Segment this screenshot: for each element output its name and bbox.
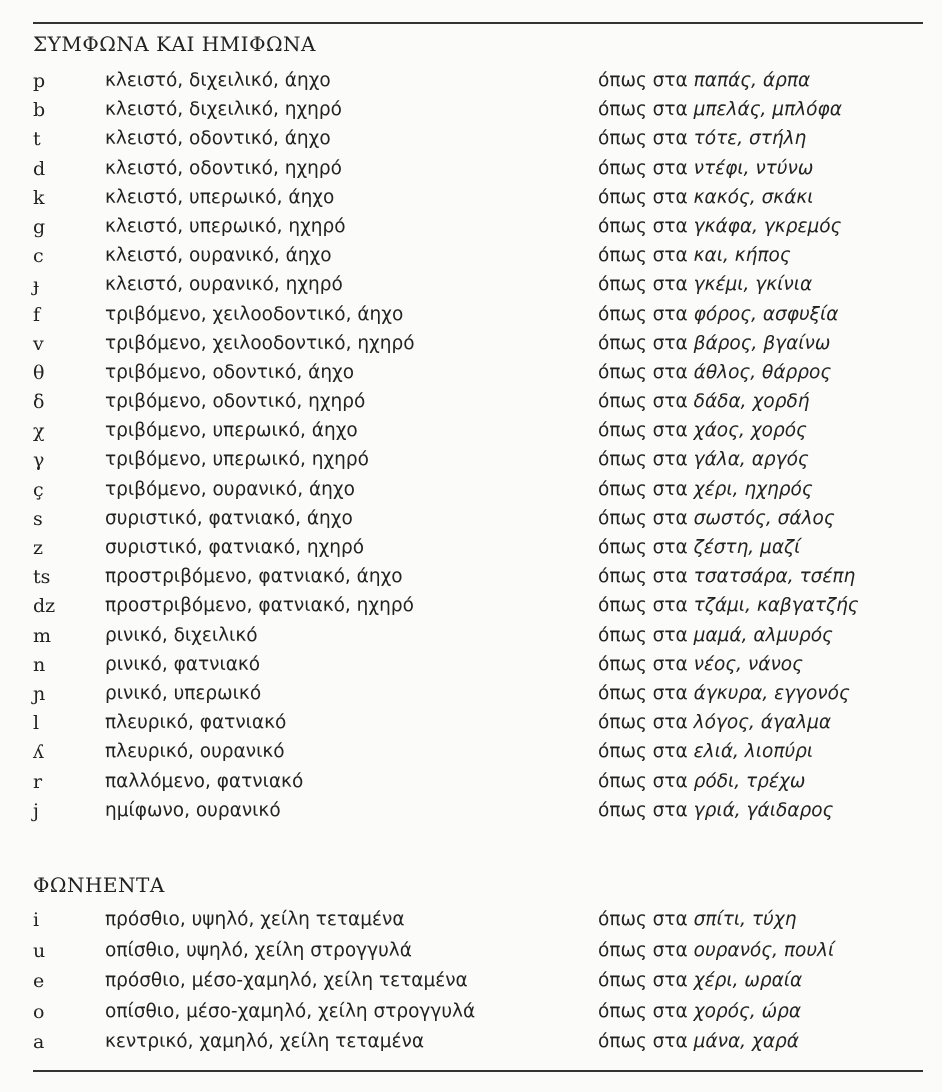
example-lead: όπως στα: [598, 361, 688, 383]
example-list: χέρι, ωραία: [693, 970, 803, 991]
example-lead: όπως στα: [598, 274, 688, 296]
example-words: [598, 537, 800, 558]
phonetic-symbol: j: [33, 799, 39, 822]
example-lead: όπως στα: [598, 537, 688, 558]
phonetic-symbol: dz: [33, 595, 56, 618]
example-list: φόρος, ασφυξία: [693, 303, 839, 325]
example-words: [598, 940, 834, 961]
sound-description: ρινικό, φατνιακό: [105, 653, 261, 675]
phonetic-symbol: z: [33, 537, 44, 559]
sound-description: πρόσθιο, μέσο-χαμηλό, χείλη τεταμένα: [105, 970, 468, 991]
table-row: [0, 566, 942, 595]
example-words: [598, 391, 809, 412]
phonetic-symbol: n: [33, 653, 46, 676]
sound-description: οπίσθιο, υψηλό, χείλη στρογγυλά: [105, 939, 412, 961]
example-words: [598, 274, 812, 295]
phonetic-symbol: θ: [33, 361, 45, 384]
example-list: μπελάς, μπλόφα: [693, 99, 842, 121]
example-list: γκάφα, γκρεμός: [693, 215, 842, 237]
phonetic-symbol: m: [33, 624, 52, 647]
example-lead: όπως στα: [598, 128, 688, 150]
example-list: άθλος, θάρρος: [693, 361, 832, 383]
table-row: [0, 508, 942, 537]
example-words: [598, 909, 796, 930]
table-row: [0, 158, 942, 187]
example-words: [598, 741, 813, 762]
example-words: [598, 566, 855, 587]
example-list: παπάς, άρπα: [693, 70, 811, 91]
sound-description: τριβόμενο, οδοντικό, άηχο: [105, 361, 355, 383]
example-list: χορός, ώρα: [693, 1000, 802, 1022]
example-words: [598, 245, 791, 266]
phonetic-symbol: b: [33, 99, 46, 122]
phonetic-symbol: ç: [33, 478, 44, 501]
table-row: [0, 537, 942, 566]
table-row: [0, 99, 942, 128]
phonetic-symbol: l: [33, 712, 40, 735]
vowels-table: [0, 909, 942, 1062]
example-lead: όπως στα: [598, 653, 688, 675]
sound-description: τριβόμενο, υπερωικό, ηχηρό: [105, 449, 369, 471]
example-list: μαμά, αλμυρός: [693, 624, 833, 646]
sound-description: τριβόμενο, χειλοοδοντικό, άηχο: [105, 303, 404, 325]
sound-description: προστριβόμενο, φατνιακό, άηχο: [105, 566, 403, 588]
table-row: [0, 595, 942, 624]
table-row: [0, 712, 942, 741]
example-lead: όπως στα: [598, 303, 688, 325]
example-list: ελιά, λιοπύρι: [693, 741, 814, 763]
phonetic-symbol: f: [33, 303, 41, 326]
example-words: [598, 508, 835, 529]
table-row: [0, 187, 942, 216]
phonetic-symbol: γ: [33, 449, 45, 472]
example-words: [598, 654, 803, 675]
example-list: κακός, σκάκι: [693, 186, 814, 208]
table-row: [0, 391, 942, 420]
sound-description: προστριβόμενο, φατνιακό, ηχηρό: [105, 595, 414, 617]
example-list: τζάμι, καβγατζής: [693, 595, 859, 617]
table-row: [0, 362, 942, 391]
example-list: τότε, στήλη: [693, 128, 807, 150]
sound-description: τριβόμενο, χειλοοδοντικό, ηχηρό: [105, 332, 415, 354]
example-lead: όπως στα: [598, 566, 688, 588]
example-words: [598, 771, 805, 792]
vowels-heading: ΦΩΝΗΕΝΤΑ: [33, 873, 165, 897]
example-words: [598, 800, 833, 821]
table-row: [0, 940, 942, 971]
phonetic-symbol: ɟ: [33, 274, 39, 297]
sound-description: συριστικό, φατνιακό, ηχηρό: [105, 537, 365, 558]
example-words: [598, 683, 850, 704]
consonants-heading: ΣΥΜΦΩΝΑ ΚΑΙ ΗΜΙΦΩΝΑ: [33, 32, 316, 56]
sound-description: παλλόμενο, φατνιακό: [105, 770, 304, 792]
example-lead: όπως στα: [598, 712, 688, 734]
example-lead: όπως στα: [598, 970, 688, 991]
example-lead: όπως στα: [598, 157, 688, 179]
example-lead: όπως στα: [598, 478, 688, 500]
example-list: γάλα, αργός: [693, 449, 809, 471]
sound-description: τριβόμενο, ουρανικό, άηχο: [105, 478, 355, 500]
example-list: λόγος, άγαλμα: [693, 712, 832, 734]
example-list: μάνα, χαρά: [693, 1031, 799, 1052]
table-row: [0, 683, 942, 712]
example-words: [598, 970, 802, 991]
sound-description: κλειστό, οδοντικό, ηχηρό: [105, 157, 342, 179]
example-words: [598, 1031, 799, 1052]
example-lead: όπως στα: [598, 770, 688, 792]
example-list: ντέφι, ντύνω: [693, 157, 814, 179]
example-lead: όπως στα: [598, 624, 688, 646]
example-list: τσατσάρα, τσέπη: [693, 566, 856, 588]
example-list: χάος, χορός: [693, 420, 807, 442]
table-row: [0, 304, 942, 333]
table-row: [0, 128, 942, 157]
example-words: [598, 625, 833, 646]
sound-description: οπίσθιο, μέσο-χαμηλό, χείλη στρογγυλά: [105, 1000, 476, 1022]
table-row: [0, 741, 942, 770]
example-words: [598, 158, 813, 179]
sound-description: κλειστό, διχειλικό, ηχηρό: [105, 99, 342, 121]
table-row: [0, 909, 942, 940]
phonetic-symbol: u: [33, 939, 46, 962]
phonetic-symbol: c: [33, 245, 44, 268]
table-row: [0, 800, 942, 829]
table-row: [0, 1031, 942, 1062]
example-words: [598, 187, 814, 208]
bottom-rule: [33, 1070, 923, 1072]
table-row: [0, 625, 942, 654]
example-lead: όπως στα: [598, 70, 688, 91]
phonetic-symbol: s: [33, 507, 43, 530]
table-row: [0, 654, 942, 683]
phonetic-symbol: e: [33, 970, 45, 992]
sound-description: ημίφωνο, ουρανικό: [105, 799, 281, 821]
phonetic-symbol: d: [33, 157, 46, 180]
table-row: [0, 70, 942, 99]
example-words: [598, 216, 841, 237]
table-row: [0, 970, 942, 1001]
example-lead: όπως στα: [598, 909, 688, 930]
example-list: νέος, νάνος: [693, 653, 803, 675]
example-words: [598, 479, 813, 500]
example-list: άγκυρα, εγγονός: [693, 682, 850, 704]
phonetic-symbol: ɲ: [33, 682, 46, 705]
phonetic-symbol: ts: [33, 566, 51, 589]
example-words: [598, 449, 809, 470]
sound-description: κλειστό, ουρανικό, ηχηρό: [105, 274, 343, 296]
phonetic-symbol: a: [33, 1031, 45, 1053]
example-lead: όπως στα: [598, 391, 688, 413]
phonetic-symbol: δ: [33, 391, 45, 414]
example-words: [598, 99, 842, 120]
phonetic-symbol: k: [33, 186, 45, 209]
sound-description: ρινικό, διχειλικό: [105, 624, 258, 646]
sound-description: τριβόμενο, υπερωικό, άηχο: [105, 420, 358, 442]
sound-description: συριστικό, φατνιακό, άηχο: [105, 507, 353, 529]
table-row: [0, 449, 942, 478]
table-row: [0, 1001, 942, 1032]
example-lead: όπως στα: [598, 99, 688, 121]
example-lead: όπως στα: [598, 595, 688, 617]
example-words: [598, 595, 859, 616]
sound-description: τριβόμενο, οδοντικό, ηχηρό: [105, 391, 366, 413]
example-list: γριά, γάιδαρος: [693, 799, 834, 821]
example-lead: όπως στα: [598, 507, 688, 529]
example-lead: όπως στα: [598, 799, 688, 821]
example-list: βάρος, βγαίνω: [693, 332, 831, 354]
sound-description: κλειστό, υπερωικό, ηχηρό: [105, 215, 346, 237]
example-lead: όπως στα: [598, 420, 688, 442]
example-lead: όπως στα: [598, 215, 688, 237]
example-words: [598, 420, 807, 441]
phonetic-symbol: ʎ: [33, 741, 44, 764]
sound-description: κεντρικό, χαμηλό, χείλη τεταμένα: [105, 1031, 425, 1052]
phonetic-symbol: g: [33, 215, 46, 238]
table-row: [0, 245, 942, 274]
table-row: [0, 420, 942, 449]
sound-description: πλευρικό, φατνιακό: [105, 712, 287, 734]
consonants-table: [0, 70, 942, 829]
sound-description: κλειστό, ουρανικό, άηχο: [105, 245, 332, 267]
example-lead: όπως στα: [598, 245, 688, 267]
example-list: ουρανός, πουλί: [693, 939, 835, 961]
example-list: δάδα, χορδή: [693, 391, 810, 413]
example-words: [598, 304, 838, 325]
top-rule: [33, 22, 923, 24]
example-words: [598, 333, 830, 354]
example-list: γκέμι, γκίνια: [693, 274, 813, 296]
table-row: [0, 216, 942, 245]
phonetic-symbol: r: [33, 770, 43, 793]
example-lead: όπως στα: [598, 682, 688, 704]
example-lead: όπως στα: [598, 332, 688, 354]
sound-description: πλευρικό, ουρανικό: [105, 741, 285, 763]
example-lead: όπως στα: [598, 1031, 688, 1052]
phonetic-symbol: v: [33, 332, 44, 355]
example-list: ζέστη, μαζί: [693, 537, 801, 558]
phonetic-symbol: o: [33, 1000, 45, 1023]
example-list: σωστός, σάλος: [693, 507, 835, 529]
example-words: [598, 712, 831, 733]
sound-description: πρόσθιο, υψηλό, χείλη τεταμένα: [105, 909, 405, 930]
example-list: ρόδι, τρέχω: [693, 770, 806, 792]
example-lead: όπως στα: [598, 186, 688, 208]
example-words: [598, 70, 810, 91]
table-row: [0, 771, 942, 800]
table-row: [0, 479, 942, 508]
sound-description: ρινικό, υπερωικό: [105, 682, 262, 704]
example-lead: όπως στα: [598, 741, 688, 763]
sound-description: κλειστό, διχειλικό, άηχο: [105, 70, 331, 91]
phonetic-symbol: t: [33, 128, 41, 151]
example-words: [598, 362, 831, 383]
sound-description: κλειστό, υπερωικό, άηχο: [105, 186, 335, 208]
phonetic-symbol: χ: [33, 420, 45, 443]
example-lead: όπως στα: [598, 449, 688, 471]
example-list: και, κήπος: [693, 245, 791, 267]
example-words: [598, 128, 806, 149]
table-row: [0, 333, 942, 362]
phonetic-symbol: i: [33, 909, 40, 931]
table-row: [0, 274, 942, 303]
example-list: χέρι, ηχηρός: [693, 478, 813, 500]
example-lead: όπως στα: [598, 939, 688, 961]
sound-description: κλειστό, οδοντικό, άηχο: [105, 128, 331, 150]
example-list: σπίτι, τύχη: [693, 909, 797, 930]
example-words: [598, 1001, 801, 1022]
example-lead: όπως στα: [598, 1000, 688, 1022]
phonetic-symbol: p: [33, 70, 46, 92]
